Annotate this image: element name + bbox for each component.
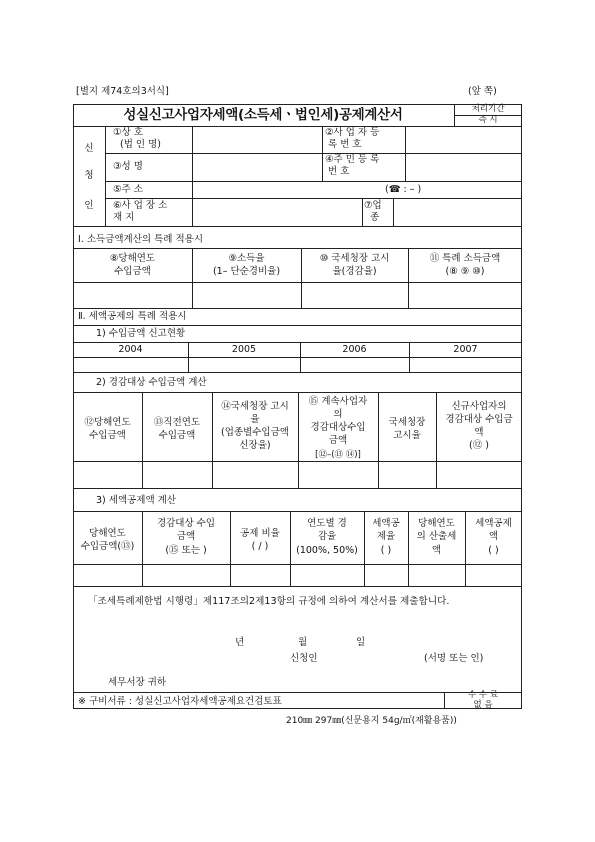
col-new-line4: (⑫ ): [469, 440, 489, 451]
c3-4-line2: 감율: [317, 531, 337, 542]
year-2007: 2007: [453, 344, 478, 355]
c3-5-line1: 세액공: [372, 518, 400, 529]
col-new-line2: 경감대상 수입금: [445, 414, 513, 425]
processing-period-value: 즉 시: [478, 115, 498, 125]
c3-1-line2: 수입금액(⑬): [80, 541, 135, 552]
sub2-title: 2) 경감대상 수입금액 계산: [96, 377, 207, 388]
revenue-2007-field[interactable]: [410, 358, 521, 371]
applicant-sign-label: 신청인: [290, 653, 318, 664]
col15-line4: 금액: [328, 435, 348, 446]
fee-value: 없 음: [473, 700, 493, 710]
c3-7-line2: 액: [488, 531, 499, 542]
year-2005: 2005: [231, 344, 257, 355]
c3-1-line1: 당해연도: [89, 528, 126, 539]
trade-name-field[interactable]: [193, 127, 321, 153]
col14-line4: 신장율): [239, 440, 271, 451]
trade-name-label: ①상 호: [113, 127, 143, 138]
c3-6-line1: 당해연도: [418, 518, 455, 529]
applicant-side-1: 신: [84, 143, 94, 154]
col-rate-line2: 고시율: [393, 430, 421, 441]
year-2006: 2006: [342, 344, 367, 355]
col13-line2: 수입금액: [158, 430, 196, 441]
sub3-input-1[interactable]: [74, 565, 141, 585]
section1-input-9[interactable]: [193, 283, 300, 307]
trade-name-sub-label: (법 인 명): [120, 139, 161, 150]
business-type-label: ⑦업: [364, 200, 382, 211]
c3-3-line2: ( / ): [251, 541, 269, 552]
c3-5-line2: 제율: [376, 531, 396, 542]
col13-line1: ⑬직전연도: [153, 417, 201, 428]
section1-input-11[interactable]: [409, 283, 521, 307]
signature-note: (서명 또는 인): [424, 653, 484, 664]
sub3-input-4[interactable]: [291, 565, 363, 585]
sub2-input-13[interactable]: [143, 462, 211, 487]
fee-label: 수 수 료: [467, 690, 499, 700]
col9-line1: ⑨소득율: [228, 253, 265, 264]
col11-line1: ⑪ 특례 소득금액: [429, 253, 501, 264]
sub2-input-15[interactable]: [299, 462, 377, 487]
workplace-field[interactable]: [193, 199, 361, 225]
sub3-input-7[interactable]: [466, 565, 521, 585]
c3-5-line3: ( ): [380, 545, 392, 556]
name-field[interactable]: [193, 154, 321, 180]
c3-4-line3: (100%, 50%): [296, 545, 358, 556]
sub3-input-5[interactable]: [365, 565, 407, 585]
sub2-input-new[interactable]: [437, 462, 521, 487]
col14-line2: 율: [250, 414, 260, 425]
resident-no-field[interactable]: [406, 154, 521, 180]
signature-field[interactable]: [335, 651, 420, 665]
col15-line3: 경감대상수입: [310, 422, 366, 433]
revenue-2005-field[interactable]: [189, 358, 299, 371]
c3-7-line3: ( ): [488, 545, 499, 556]
section1-input-8[interactable]: [74, 283, 191, 307]
c3-7-line1: 세액공제: [475, 518, 512, 529]
revenue-2006-field[interactable]: [301, 358, 408, 371]
year-2004: 2004: [118, 344, 143, 355]
sub2-input-rate[interactable]: [379, 462, 435, 487]
revenue-2004-field[interactable]: [74, 358, 187, 371]
applicant-side-2: 청: [84, 170, 94, 181]
business-type-label-2: 종: [370, 212, 380, 223]
workplace-label-2: 재 지: [113, 212, 135, 223]
col-rate-line1: 국세청장: [388, 417, 426, 428]
col-new-line1: 신규사업자의: [451, 401, 507, 412]
name-label: ③성 명: [113, 161, 143, 172]
resident-no-label: ④주 민 등 록: [325, 154, 380, 165]
attachment-note: ※ 구비서류 : 성실신고사업자세액공제요건검토표: [78, 696, 282, 707]
date-month: 월: [298, 637, 308, 648]
workplace-label: ⑥사 업 장 소: [113, 200, 168, 211]
c3-6-line3: 액: [431, 545, 442, 556]
c3-2-line3: (⑮ 또는 ): [165, 545, 207, 556]
phone-label: (☎ : – ): [385, 184, 422, 195]
addressee: 세무서장 귀하: [108, 677, 167, 688]
sub3-input-6[interactable]: [409, 565, 464, 585]
col8-line2: 수입금액: [114, 266, 151, 277]
section1-input-10[interactable]: [302, 283, 407, 307]
declaration-text: 「조세특례제한법 시행령」제117조의2제13항의 규정에 의하여 계산서를 제출합니다.: [88, 596, 450, 607]
section1-title: Ⅰ. 소득금액계산의 특례 적용시: [78, 234, 204, 245]
col10-line2: 율(경감율): [332, 266, 377, 277]
biz-reg-no-field[interactable]: [406, 127, 521, 153]
col10-line1: ⑩ 국세청장 고시: [319, 253, 390, 264]
processing-period-label: 처리기간: [471, 104, 505, 114]
col9-line2: (1– 단순경비율): [212, 266, 281, 277]
col11-line2: (⑧ ⑨ ⑩): [445, 266, 485, 277]
paper-size-note: 210㎜ 297㎜(신문용지 54g/㎡(재활용품)): [286, 716, 457, 726]
resident-no-label-2: 번 호: [328, 166, 350, 177]
col12-line2: 수입금액: [89, 430, 126, 441]
sub3-title: 3) 세액공제액 계산: [96, 495, 177, 506]
col14-line3: (업종별수입금액: [221, 427, 289, 438]
section2-title: Ⅱ. 세액공제의 특례 적용시: [78, 311, 187, 322]
address-field[interactable]: [193, 182, 383, 198]
c3-2-line1: 경감대상 수입: [156, 518, 216, 529]
form-reference: [별지 제74호의3서식]: [76, 86, 169, 97]
biz-reg-no-label: ②사 업 자 등: [325, 127, 380, 138]
sub3-input-2[interactable]: [143, 565, 229, 585]
biz-reg-no-label-2: 록 번 호: [328, 139, 362, 150]
form-title: 성실신고사업자세액(소득세ㆍ법인세)공제계산서: [123, 107, 403, 123]
sub1-title: 1) 수입금액 신고현황: [96, 328, 186, 339]
col14-line1: ⑭국세청장 고시: [221, 401, 289, 412]
sub2-input-14[interactable]: [213, 462, 297, 487]
address-label: ⑤주 소: [113, 184, 143, 195]
page-side-label: (앞 쪽): [468, 86, 497, 97]
date-day: 일: [356, 637, 366, 648]
c3-4-line1: 연도별 경: [307, 518, 347, 529]
col15-line2: 의: [333, 409, 343, 420]
col-new-line3: 액: [474, 427, 484, 438]
col15-line5: [⑫–(⑬ ⑭)]: [315, 450, 361, 460]
date-year: 년: [235, 637, 245, 648]
col8-line1: ⑧당해연도: [109, 253, 156, 264]
col12-line1: ⑫당해연도: [84, 417, 131, 428]
sub3-input-3[interactable]: [231, 565, 289, 585]
c3-3-line1: 공제 비율: [240, 528, 280, 539]
business-type-field[interactable]: [394, 199, 521, 225]
col15-line1: ⑮ 계속사업자: [308, 396, 368, 407]
c3-2-line2: 금액: [176, 531, 196, 542]
c3-6-line2: 의 산출세: [416, 531, 457, 542]
sub2-input-12[interactable]: [74, 462, 141, 487]
applicant-side-3: 인: [84, 200, 94, 211]
